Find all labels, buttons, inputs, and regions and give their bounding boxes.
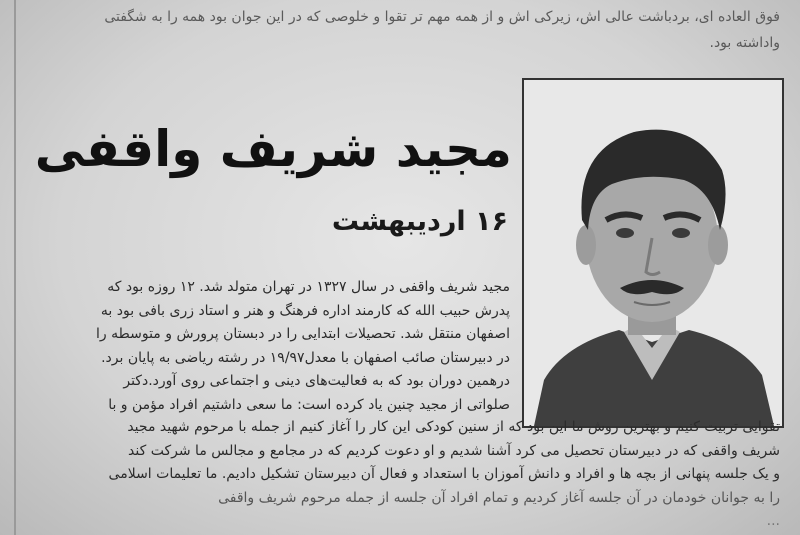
continuation-line: ... [766, 513, 780, 529]
continuation-line: و یک جلسه پنهانی از بچه ها و افراد و دانش آموزان با استعداد و فعال آن دبیرستان تشکیل دادیم. ما تعلیمات اسلامی [108, 466, 780, 482]
article-title: مجید شریف واقفی [34, 120, 512, 178]
portrait-photo-icon [524, 80, 782, 426]
portrait-photo [522, 78, 784, 428]
header-line: فوق العاده ای، بردباشت عالی اش، زیرکی اش و از همه مهم تر تقوا و خلوصی که در این جوان بود همه را به شگفتی [104, 9, 780, 25]
body-line: درهمین دوران بود که به فعالیت‌های دینی و اجتماعی روی آورد.دکتر [123, 373, 510, 389]
article-date: ۱۶ اردیبهشت [331, 206, 508, 237]
body-line: در دبیرستان صائب اصفهان با معدل۱۹/۹۷ در رشته ریاضی به پایان برد. [101, 349, 510, 366]
header-line: واداشته بود. [709, 35, 780, 51]
continuation-line: تقوایی تربیت کنیم و بهترین روش ما این بود که از سنین کودکی این کار را آغاز کنیم از جمله با مرحوم شهید مجید [127, 419, 780, 435]
body-line: پدرش حبیب الله که کارمند اداره فرهنگ و هنر و استاد زری بافی بود به [100, 302, 510, 319]
continuation-line: را به جوانان خودمان در آن جلسه آغاز کردیم و تمام افراد آن جلسه از جمله مرحوم شریف واقفی [218, 489, 780, 506]
body-line: مجید شریف واقفی در سال ۱۳۲۷ در تهران متولد شد. ۱۲ روزه بود که [107, 279, 510, 295]
article-body [40, 276, 510, 417]
body-line: صلواتی از مجید چنین یاد کرده است: ما سعی داشتیم افراد مؤمن و با [108, 396, 510, 413]
body-line: اصفهان منتقل شد. تحصیلات ابتدایی را در دبستان پرورش و متوسطه را [96, 326, 510, 342]
article-continuation [40, 416, 780, 534]
continuation-line: شریف واقفی که در دبیرستان تحصیل می کرد آشنا شدیم و او دعوت کردیم که در مجامع و مجالس ما شرکت کند [128, 442, 780, 459]
header-paragraph [40, 4, 780, 56]
page-edge [14, 0, 16, 535]
